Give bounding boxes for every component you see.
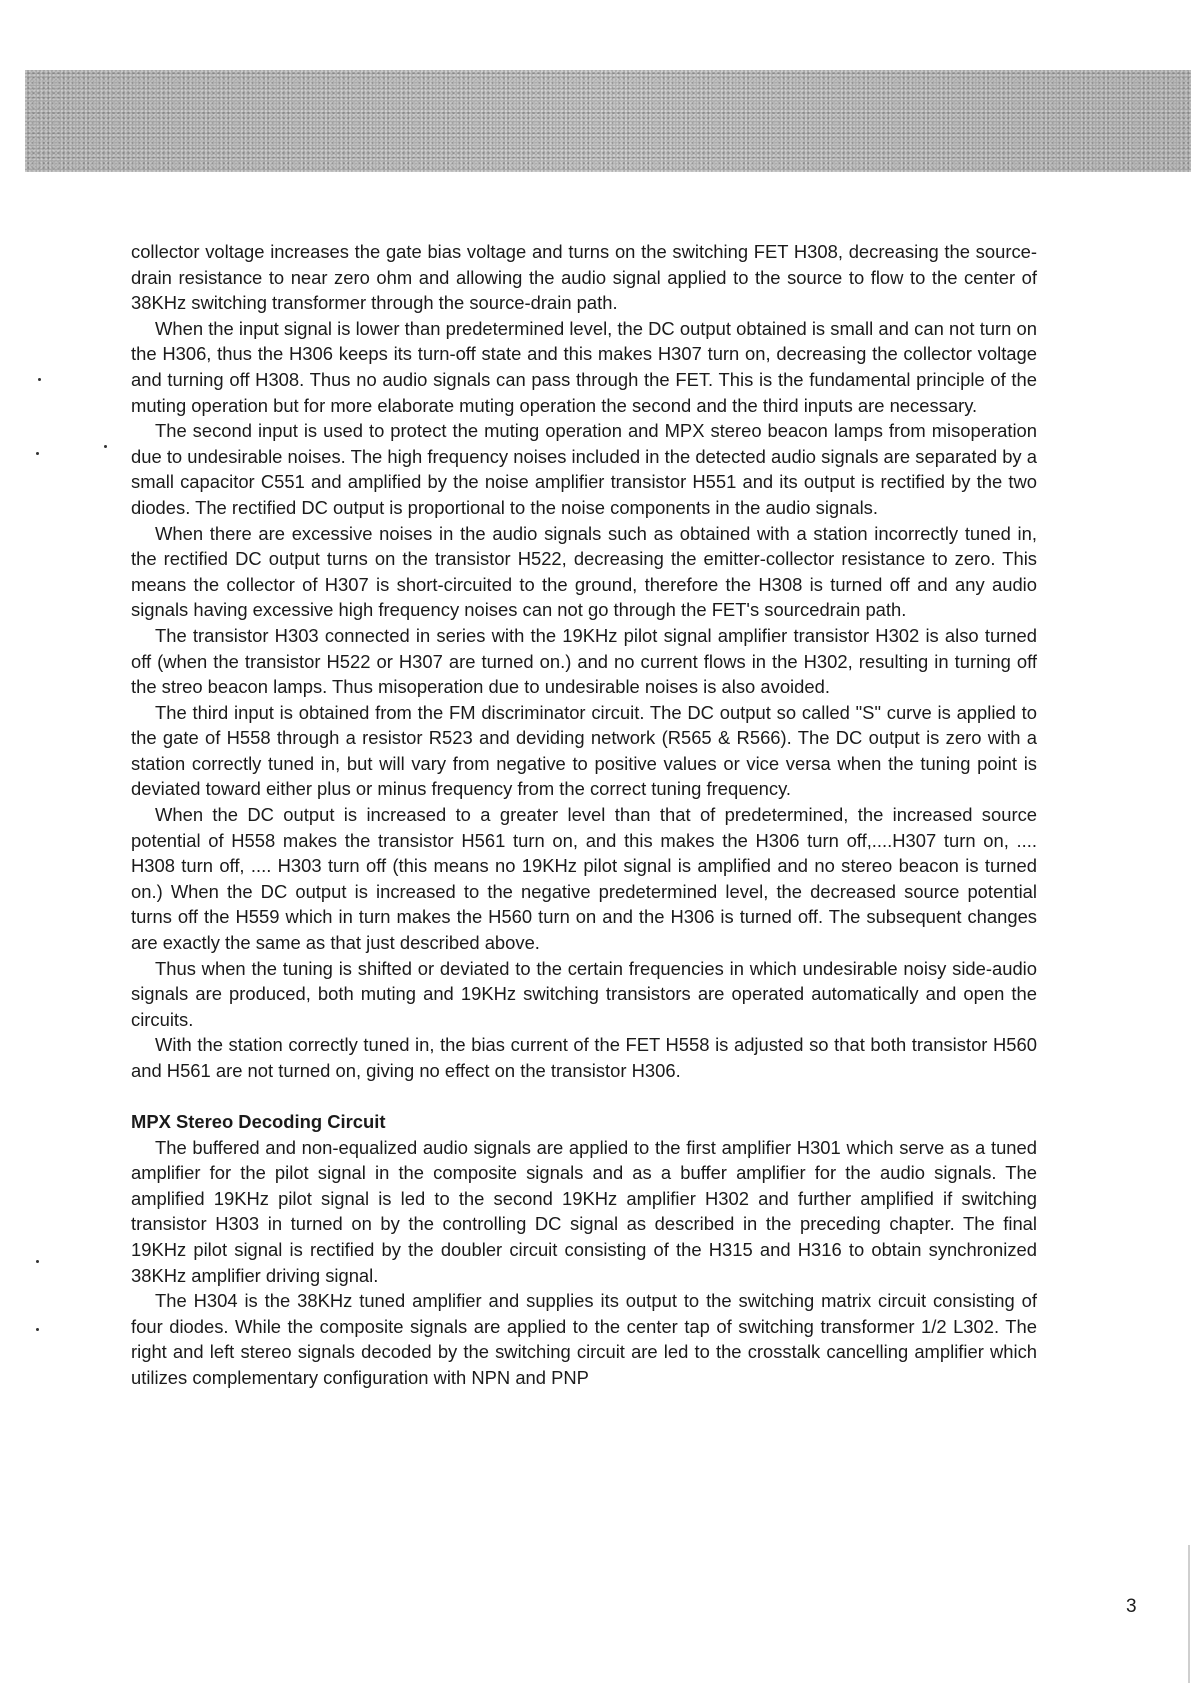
section-paragraph: The H304 is the 38KHz tuned amplifier and supplies its output to the switching matrix circuit consisting of four diodes. While the composite signals are applied to the center tap of switching transformer 1/2 L302. The right and left stereo signals decoded by the switching circuit are led to the crosstalk cancelling amplifier which utilizes complementary configuration with NPN and PNP [131,1290,1037,1388]
scan-speck [38,378,41,381]
body-paragraph: When the DC output is increased to a greater level than that of predetermined, the increased source potential of H558 makes the transistor H561 turn on, and this makes the H306 turn off,....H307 turn on, .... H308 turn off, .... H303 turn off (this means no 19KHz pilot signal is amplified and no stereo beacon is turned on.) When the DC output is increased to the negative predetermined level, the decreased source potential turns off the H559 which in turn makes the H560 turn on and the H306 is turned off. The subsequent changes are exactly the same as that just described above. [131,804,1037,954]
section-heading: MPX Stereo Decoding Circuit [131,1110,386,1132]
body-paragraph: The transistor H303 connected in series with the 19KHz pilot signal amplifier transistor H302 is also turned off (when the transistor H522 or H307 are turned on.) and no current flows in the H302, resulting in turning off the streo beacon lamps. Thus misoperation due to undesirable noises is also avoided. [131,624,1037,698]
scan-edge-rule [1188,1545,1190,1683]
page-body [131,239,1037,1391]
scan-speck [36,452,39,455]
body-paragraph: The third input is obtained from the FM discriminator circuit. The DC output so called "S" curve is applied to the gate of H558 through a resistor R523 and deviding network (R565 & R566). The DC output is zero with a station correctly tuned in, but will vary from negative to positive values or vice versa when the tuning point is deviated toward either plus or minus frequency from the correct tuning frequency. [131,701,1037,800]
body-paragraph: Thus when the tuning is shifted or deviated to the certain frequencies in which undesirable noisy side-audio signals are produced, both muting and 19KHz switching transistors are operated automatically and open the circuits. [131,957,1037,1030]
header-band [25,70,1191,172]
body-paragraph: When there are excessive noises in the audio signals such as obtained with a station incorrectly tuned in, the rectified DC output turns on the transistor H522, decreasing the emitter-collector resistance to zero. This means the collector of H307 is short-circuited to the ground, therefore the H308 is turned off and any audio signals having excessive high frequency noises can not go through the FET's sourcedrain path. [131,522,1037,621]
scan-speck [36,1328,39,1331]
section-paragraph: The buffered and non-equalized audio signals are applied to the first amplifier H301 which serve as a tuned amplifier for the pilot signal in the composite signals and as a buffer amplifier for the audio signals. The amplified 19KHz pilot signal is led to the second 19KHz amplifier H302 and further amplified if switching transistor H303 in turned on by the controlling DC signal as described in the preceding chapter. The final 19KHz pilot signal is rectified by the doubler circuit consisting of the H315 and H316 to obtain synchronized 38KHz amplifier driving signal. [131,1136,1037,1286]
body-paragraph: The second input is used to protect the muting operation and MPX stereo beacon lamps from misoperation due to undesirable noises. The high frequency noises included in the detected audio signals are separated by a small capacitor C551 and amplified by the noise amplifier transistor H551 and its output is rectified by the two diodes. The rectified DC output is proportional to the noise components in the audio signals. [131,420,1037,518]
body-paragraph: collector voltage increases the gate bias voltage and turns on the switching FET H308, decreasing the source-drain resistance to near zero ohm and allowing the audio signal applied to the source to flow to the center of 38KHz switching transformer through the source-drain path. [131,241,1037,314]
page-number: 3 [1126,1596,1137,1617]
body-paragraph: With the station correctly tuned in, the bias current of the FET H558 is adjusted so that both transistor H560 and H561 are not turned on, giving no effect on the transistor H306. [131,1034,1037,1081]
body-paragraph: When the input signal is lower than predetermined level, the DC output obtained is small and can not turn on the H306, thus the H306 keeps its turn-off state and this makes H307 turn on, decreasing the collector voltage and turning off H308. Thus no audio signals can pass through the FET. This is the fundamental principle of the muting operation but for more elaborate muting operation the second and the third inputs are necessary. [131,317,1037,416]
scan-speck [36,1260,39,1263]
scan-speck [104,445,107,448]
